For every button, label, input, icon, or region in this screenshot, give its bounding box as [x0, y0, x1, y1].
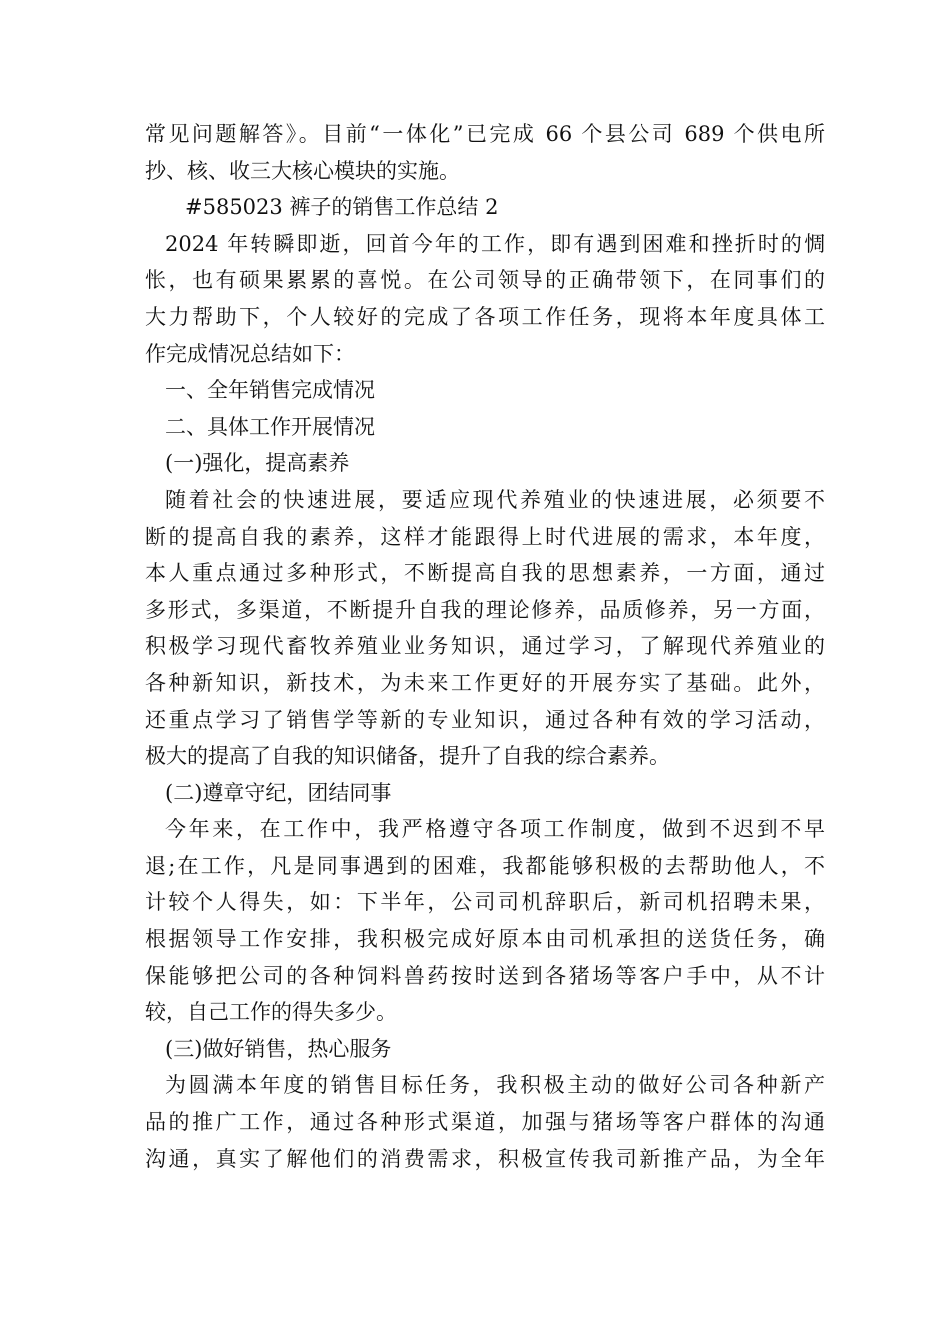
text-line: (三)做好销售，热心服务: [165, 1036, 392, 1061]
text-line: 多形式，多渠道，不断提升自我的理论修养，品质修养，另一方面，: [145, 597, 825, 622]
text-line: 计较个人得失，如：下半年，公司司机辞职后，新司机招聘未果，: [145, 890, 825, 915]
document-body: [145, 116, 825, 1177]
text-line: 较，自己工作的得失多少。: [145, 1000, 397, 1025]
text-line: 还重点学习了销售学等新的专业知识，通过各种有效的学习活动，: [145, 707, 825, 732]
text-line: 抄、核、收三大核心模块的实施。: [145, 158, 460, 183]
text-line: 品的推广工作，通过各种形式渠道，加强与猪场等客户群体的沟通: [145, 1110, 825, 1135]
text-line: (二)遵章守纪，团结同事: [165, 780, 392, 805]
text-line: (一)强化，提高素养: [165, 451, 350, 476]
text-line: 保能够把公司的各种饲料兽药按时送到各猪场等客户手中，从不计: [145, 963, 825, 988]
text-line: 二、具体工作开展情况: [165, 414, 375, 439]
text-line: 怅，也有硕果累累的喜悦。在公司领导的正确带领下，在同事们的: [145, 268, 825, 293]
text-line: 本人重点通过多种形式，不断提高自我的思想素养，一方面，通过: [145, 561, 825, 586]
text-line: 一、全年销售完成情况: [165, 378, 375, 403]
text-line: 常见问题解答》。目前“一体化”已完成 66 个县公司 689 个供电所: [145, 122, 825, 146]
text-line: 2024 年转瞬即逝，回首今年的工作，即有遇到困难和挫折时的惆: [165, 231, 825, 256]
text-line: 退;在工作，凡是同事遇到的困难，我都能够积极的去帮助他人，不: [145, 853, 825, 878]
text-line: 今年来，在工作中，我严格遵守各项工作制度，做到不迟到不早: [165, 817, 825, 842]
text-line: 沟通，真实了解他们的消费需求，积极宣传我司新推产品，为全年: [145, 1146, 825, 1171]
text-line: 断的提高自我的素养，这样才能跟得上时代进展的需求，本年度，: [145, 524, 825, 549]
text-line: 作完成情况总结如下：: [145, 341, 355, 366]
text-line: 积极学习现代畜牧养殖业业务知识，通过学习，了解现代养殖业的: [145, 634, 825, 659]
text-line: 为圆满本年度的销售目标任务，我积极主动的做好公司各种新产: [165, 1073, 825, 1098]
text-line: 根据领导工作安排，我积极完成好原本由司机承担的送货任务，确: [145, 927, 825, 952]
text-line: 各种新知识，新技术，为未来工作更好的开展夯实了基础。此外，: [145, 670, 825, 695]
text-line: #585023 裤子的销售工作总结 2: [185, 195, 499, 220]
text-line: 大力帮助下，个人较好的完成了各项工作任务，现将本年度具体工: [145, 304, 825, 329]
text-line: 随着社会的快速进展，要适应现代养殖业的快速进展，必须要不: [165, 487, 825, 512]
text-line: 极大的提高了自我的知识储备，提升了自我的综合素养。: [145, 744, 670, 769]
